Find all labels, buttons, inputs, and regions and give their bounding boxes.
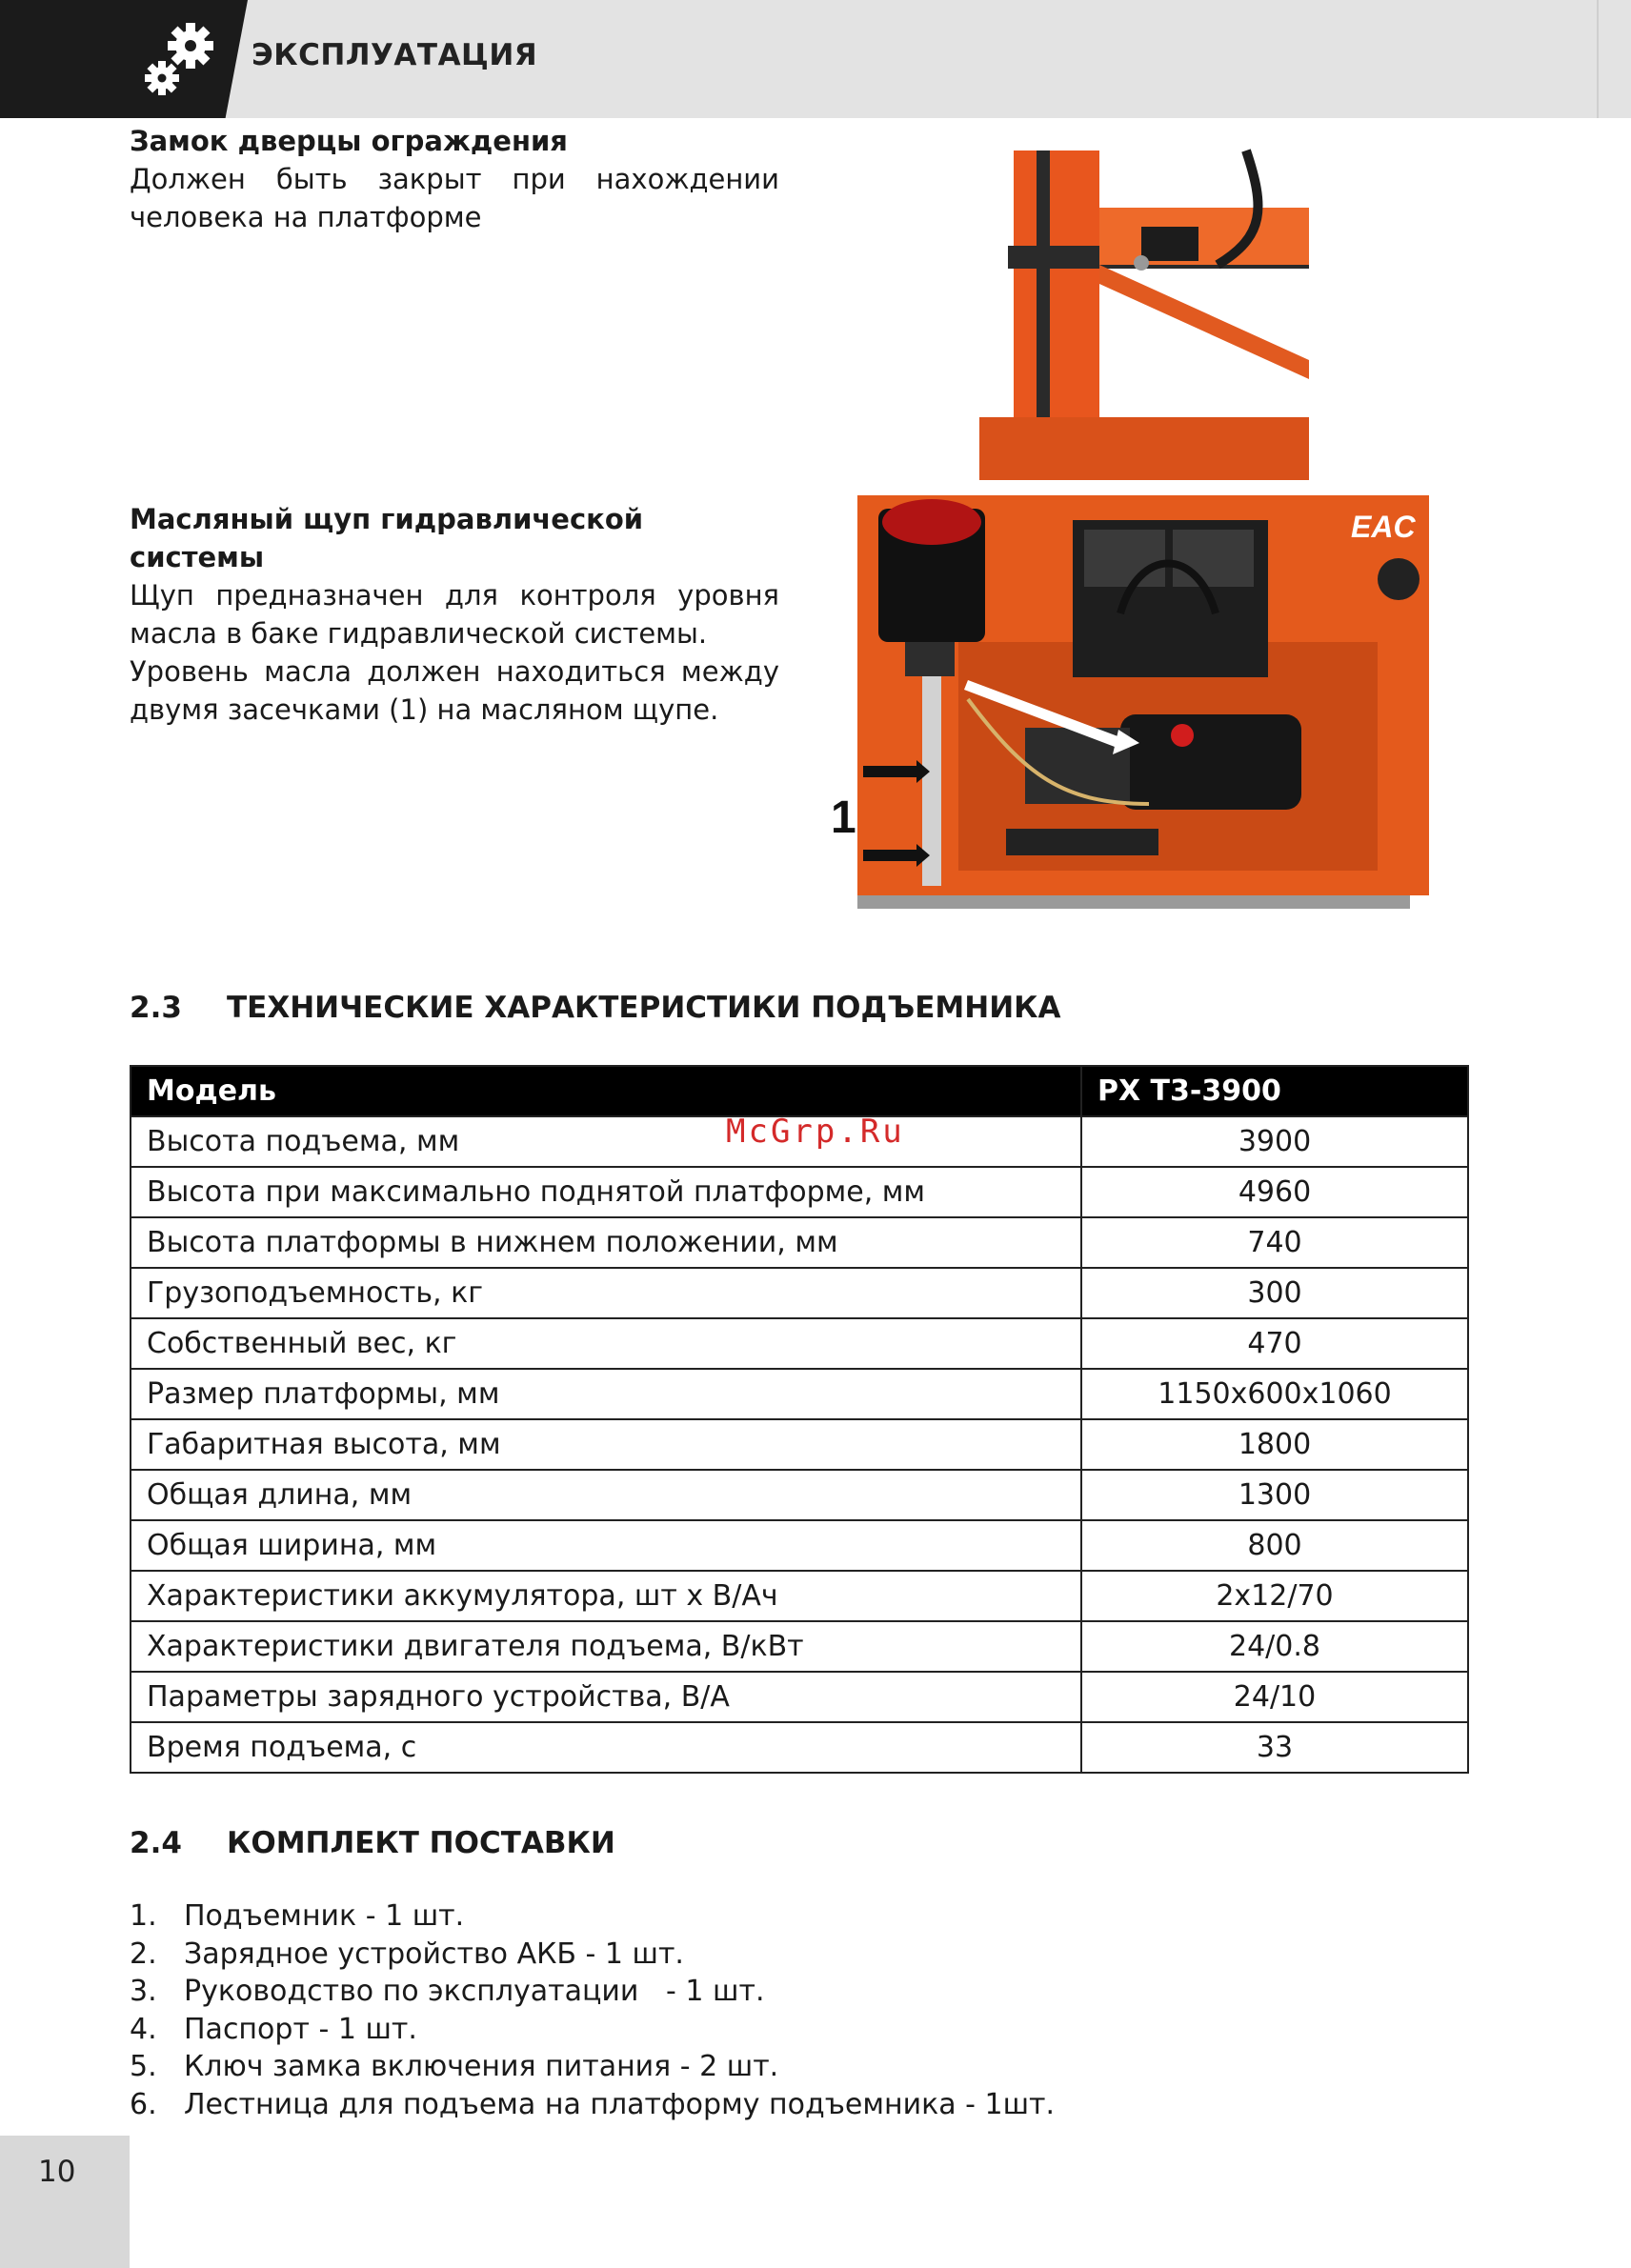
- table-header-row: [131, 1066, 1468, 1116]
- list-item: 6. Лестница для подъема на платформу подъемника - 1шт.: [130, 2087, 1056, 2121]
- param-cell: Собственный вес, кг: [131, 1318, 1081, 1369]
- table-row: [131, 1318, 1468, 1369]
- specs-table: [130, 1065, 1469, 1774]
- param-cell: Высота подъема, мм: [131, 1116, 1081, 1167]
- value-cell: 33: [1081, 1722, 1468, 1773]
- dipstick-heading: Масляный щуп гидравлической системы: [130, 503, 644, 573]
- specs-title: ТЕХНИЧЕСКИЕ ХАРАКТЕРИСТИКИ ПОДЪЕМНИКА: [227, 991, 1061, 1025]
- table-row: [131, 1571, 1468, 1621]
- callout-label: 1: [831, 793, 856, 843]
- delivery-title: КОМПЛЕКТ ПОСТАВКИ: [227, 1826, 615, 1860]
- value-cell: 1800: [1081, 1419, 1468, 1470]
- door-lock-photo: [979, 151, 1309, 480]
- watermark: McGrp.Ru: [726, 1113, 905, 1151]
- value-cell: 1300: [1081, 1470, 1468, 1520]
- param-cell: Грузоподъемность, кг: [131, 1268, 1081, 1318]
- table-row: [131, 1470, 1468, 1520]
- page-number: 10: [38, 2155, 76, 2189]
- delivery-list: [130, 1897, 1055, 2124]
- value-cell: 3900: [1081, 1116, 1468, 1167]
- page-footer: [0, 2136, 130, 2268]
- param-cell: Габаритная высота, мм: [131, 1419, 1081, 1470]
- param-cell: Общая длина, мм: [131, 1470, 1081, 1520]
- table-row: [131, 1672, 1468, 1722]
- list-item: 2. Зарядное устройство АКБ - 1 шт.: [130, 1937, 684, 1971]
- value-cell: 2x12/70: [1081, 1571, 1468, 1621]
- list-item: 4. Паспорт - 1 шт.: [130, 2012, 417, 2046]
- param-cell: Общая ширина, мм: [131, 1520, 1081, 1571]
- list-item: 1. Подъемник - 1 шт.: [130, 1899, 465, 1933]
- param-cell: Высота платформы в нижнем положении, мм: [131, 1217, 1081, 1268]
- table-row: [131, 1419, 1468, 1470]
- specs-number: 2.3: [130, 991, 182, 1025]
- delivery-number: 2.4: [130, 1826, 182, 1860]
- hydraulic-photo: [831, 490, 1431, 920]
- header-divider: [1597, 0, 1599, 118]
- delivery-heading: [130, 1826, 615, 1860]
- header-param: Модель: [131, 1066, 1081, 1116]
- value-cell: 24/0.8: [1081, 1621, 1468, 1672]
- value-cell: 740: [1081, 1217, 1468, 1268]
- header-title: ЭКСПЛУАТАЦИЯ: [252, 38, 538, 72]
- list-item: 5. Ключ замка включения питания - 2 шт.: [130, 2050, 779, 2084]
- param-cell: Параметры зарядного устройства, В/А: [131, 1672, 1081, 1722]
- dipstick-text-2: Уровень масла должен находиться между двумя засечками (1) на масляном щупе.: [130, 655, 779, 726]
- page-header: [0, 0, 1631, 118]
- eac-mark: EAC: [1351, 510, 1416, 544]
- specs-heading: [130, 991, 1060, 1025]
- value-cell: 24/10: [1081, 1672, 1468, 1722]
- param-cell: Время подъема, с: [131, 1722, 1081, 1773]
- value-cell: 300: [1081, 1268, 1468, 1318]
- list-item: 3. Руководство по эксплуатации - 1 шт.: [130, 1975, 765, 2009]
- dipstick-text-1: Щуп предназначен для контроля уровня масла в баке гидравлической системы.: [130, 579, 779, 650]
- param-cell: Характеристики двигателя подъема, В/кВт: [131, 1621, 1081, 1672]
- value-cell: 800: [1081, 1520, 1468, 1571]
- table-row: [131, 1722, 1468, 1773]
- table-row: [131, 1520, 1468, 1571]
- door-lock-text: Должен быть закрыт при нахождении человека на платформе: [130, 163, 779, 233]
- value-cell: 1150x600x1060: [1081, 1369, 1468, 1419]
- table-row: [131, 1167, 1468, 1217]
- door-lock-block: [130, 122, 779, 236]
- table-row: [131, 1217, 1468, 1268]
- value-cell: 4960: [1081, 1167, 1468, 1217]
- dipstick-block: [130, 500, 779, 729]
- gears-icon: [133, 17, 229, 103]
- header-model: PX T3-3900: [1081, 1066, 1468, 1116]
- table-row: [131, 1621, 1468, 1672]
- table-row: [131, 1268, 1468, 1318]
- value-cell: 470: [1081, 1318, 1468, 1369]
- param-cell: Высота при максимально поднятой платформе, мм: [131, 1167, 1081, 1217]
- door-lock-heading: Замок дверцы ограждения: [130, 125, 568, 157]
- table-row: [131, 1369, 1468, 1419]
- param-cell: Размер платформы, мм: [131, 1369, 1081, 1419]
- param-cell: Характеристики аккумулятора, шт х В/Ач: [131, 1571, 1081, 1621]
